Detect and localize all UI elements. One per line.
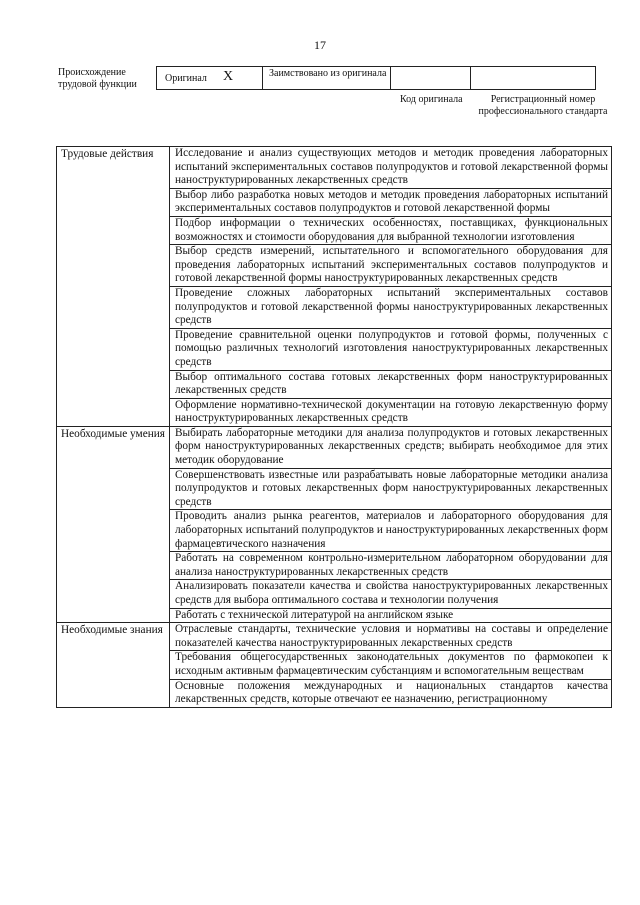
code-cell xyxy=(391,67,471,89)
list-item: Выбор оптимального состава готовых лекарственных форм наноструктурированных лекарственных средств xyxy=(170,370,612,398)
table-row xyxy=(57,426,612,468)
page-number: 17 xyxy=(314,38,326,52)
original-mark: X xyxy=(223,69,234,84)
list-item: Подбор информации о технических особенностях, поставщиках, функциональных возможностях и стоимости оборудования для выбранной технологии изготовления xyxy=(170,216,612,244)
list-item: Оформление нормативно-технической документации на готовую лекарственную форму наноструктурированных лекарственных средств xyxy=(170,398,612,426)
section-title: Необходимые умения xyxy=(57,426,170,622)
list-item: Анализировать показатели качества и свойства наноструктурированных лекарственных средств для выбора оптимального состава и технологии получения xyxy=(170,580,612,608)
list-item: Выбор средств измерений, испытательного и вспомогательного оборудования для проведения лабораторных испытаний экспериментальных составов полупродуктов и готовой лекарственной формы наноструктурированных лекарственных средств xyxy=(170,245,612,287)
list-item: Работать с технической литературой на английском языке xyxy=(170,608,612,623)
list-item: Совершенствовать известные или разрабатывать новые лабораторные методики анализа полупродуктов и готовых лекарственных форм наноструктурированных лекарственных средств xyxy=(170,468,612,510)
list-item: Требования общегосударственных законодательных документов по фармокопеи к исходным активным фармацевтическим субстанциям и вспомогательным веществам xyxy=(170,651,612,679)
list-item: Проведение сложных лабораторных испытаний экспериментальных составов полупродуктов и готовой лекарственной формы наноструктурированных лекарственных средств xyxy=(170,286,612,328)
functions-table xyxy=(56,146,612,708)
reg-number-label: Регистрационный номер профессионального стандарта xyxy=(478,94,608,117)
list-item: Выбор либо разработка новых методов и методик проведения лабораторных испытаний экспериментальных составов полупродуктов и готовой лекарственной формы xyxy=(170,188,612,216)
table-row xyxy=(57,147,612,189)
functions-table-body xyxy=(57,147,612,708)
code-label: Код оригинала xyxy=(400,94,463,105)
borrowed-label: Заимствовано из оригинала xyxy=(269,68,387,79)
reg-number-cell xyxy=(471,67,595,89)
origin-box xyxy=(156,66,596,90)
table-row xyxy=(57,623,612,651)
borrowed-cell xyxy=(263,67,391,89)
list-item: Проведение сравнительной оценки полупродуктов и готовой формы, полученных с помощью различных технологий изготовления наноструктурированных лекарственных средств xyxy=(170,328,612,370)
section-title: Необходимые знания xyxy=(57,623,170,708)
original-cell xyxy=(157,67,263,89)
original-label: Оригинал xyxy=(165,73,207,84)
origin-label: Происхождение трудовой функции xyxy=(58,67,137,90)
list-item: Проводить анализ рынка реагентов, материалов и лабораторного оборудования для лабораторных испытаний полупродуктов и наноструктурированных лекарственных форм фармацевтического назначения xyxy=(170,510,612,552)
list-item: Основные положения международных и национальных стандартов качества лекарственных средств, которые отвечают ее назначению, регистрационному xyxy=(170,679,612,707)
section-title: Трудовые действия xyxy=(57,147,170,427)
list-item: Отраслевые стандарты, технические условия и нормативы на составы и определение показателей качества наноструктурированных лекарственных средств xyxy=(170,623,612,651)
list-item: Выбирать лабораторные методики для анализа полупродуктов и готовых лекарственных форм наноструктурированных лекарственных средств; выбирать необходимое для этих методик оборудование xyxy=(170,426,612,468)
list-item: Исследование и анализ существующих методов и методик проведения лабораторных испытаний экспериментальных составов полупродуктов и готовой лекарственной формы наноструктурированных лекарственных средств xyxy=(170,147,612,189)
list-item: Работать на современном контрольно-измерительном лабораторном оборудовании для анализа наноструктурированных лекарственных средств xyxy=(170,552,612,580)
